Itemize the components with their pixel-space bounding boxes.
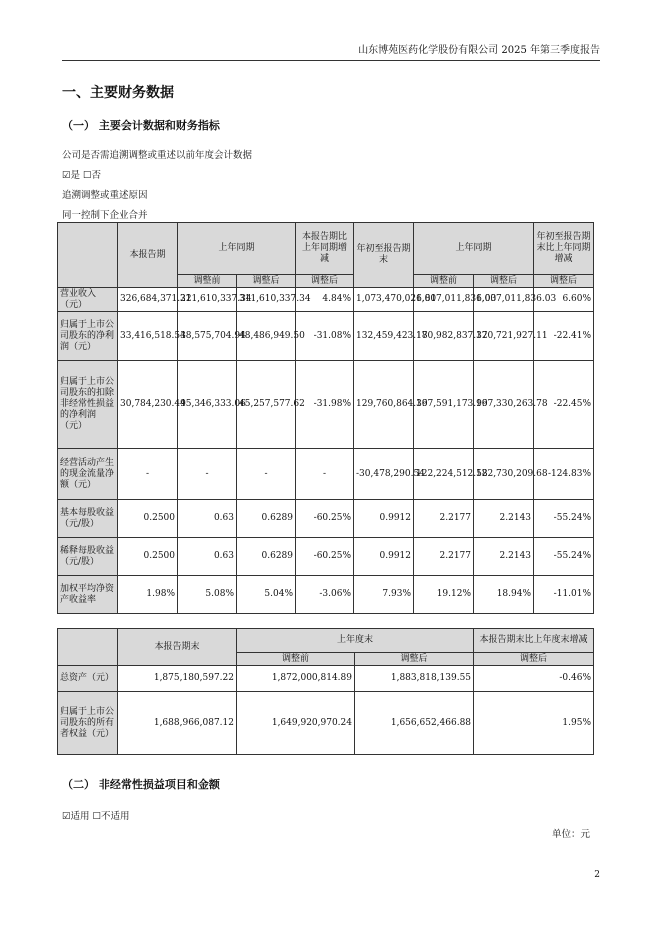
subsection-title-accounting-data: （一） 主要会计数据和财务指标: [62, 119, 220, 132]
cell: 0.9912: [354, 500, 414, 538]
financial-indicators-table: [57, 222, 594, 614]
row-label: 稀释每股收益（元/股）: [58, 538, 118, 576]
table-row: [58, 312, 594, 361]
corner-cell: [58, 629, 118, 666]
cell: 1.95%: [474, 692, 594, 755]
cell: -31.08%: [296, 312, 354, 361]
cell: 2.2177: [414, 538, 474, 576]
cell: -11.01%: [534, 576, 594, 614]
cell: -55.24%: [534, 500, 594, 538]
restatement-question: 公司是否需追溯调整或重述以前年度会计数据: [62, 150, 253, 161]
corner-cell: [58, 223, 118, 288]
cell: 7.93%: [354, 576, 414, 614]
row-label: 加权平均净资产收益率: [58, 576, 118, 614]
cell: 1,875,180,597.22: [118, 666, 237, 692]
restatement-reason: 同一控制下企业合并: [62, 210, 148, 221]
hdr-after: 调整后: [355, 653, 474, 666]
cell: 2.2143: [474, 500, 534, 538]
cell: 0.2500: [118, 500, 178, 538]
hdr-after-yoy: 调整后: [296, 275, 354, 288]
hdr-prev-same: 上年同期: [178, 223, 296, 275]
cell: 1,649,920,970.24: [237, 692, 355, 755]
restatement-reason-label: 追溯调整或重述原因: [62, 190, 148, 201]
cell: -0.46%: [474, 666, 594, 692]
restatement-answer: ☑是 ☐否: [62, 170, 102, 181]
cell: 5.08%: [178, 576, 237, 614]
row-label: 营业收入（元）: [58, 288, 118, 312]
hdr-after-ytd: 调整后: [474, 275, 534, 288]
hdr-ytd-yoy: 年初至报告期末比上年同期增减: [534, 223, 594, 275]
cell: 1,073,470,026.81: [354, 288, 414, 312]
subsection-title-nonrecurring: （二） 非经常性损益项目和金额: [62, 778, 220, 791]
page-number: 2: [594, 870, 600, 880]
cell: 1,656,652,466.88: [355, 692, 474, 755]
cell: 6.60%: [534, 288, 594, 312]
cell: 0.6289: [237, 538, 296, 576]
cell: 326,684,371.22: [118, 288, 178, 312]
cell: 1,883,818,139.55: [355, 666, 474, 692]
table-row: [58, 576, 594, 614]
table-row: [58, 666, 594, 692]
cell: -: [118, 449, 178, 500]
report-title: 山东博苑医药化学股份有限公司 2025 年第三季度报告: [358, 45, 600, 56]
cell: 48,486,949.50: [237, 312, 296, 361]
hdr-after-change: 调整后: [474, 653, 594, 666]
cell: -30,478,290.54: [354, 449, 414, 500]
row-label: 归属于上市公司股东的净利润（元）: [58, 312, 118, 361]
hdr-before: 调整前: [237, 653, 355, 666]
cell: 122,730,209.68: [474, 449, 534, 500]
cell: 5.04%: [237, 576, 296, 614]
cell: 0.63: [178, 538, 237, 576]
cell: 0.63: [178, 500, 237, 538]
cell: 19.12%: [414, 576, 474, 614]
cell: -31.98%: [296, 361, 354, 449]
hdr-yoy: 本报告期比上年同期增减: [296, 223, 354, 275]
hdr-before-ytd: 调整前: [414, 275, 474, 288]
hdr-prev-same-ytd: 上年同期: [414, 223, 534, 275]
page-header: [62, 44, 600, 61]
cell: -22.45%: [534, 361, 594, 449]
cell: -60.25%: [296, 500, 354, 538]
cell: -124.83%: [534, 449, 594, 500]
row-label: 总资产（元）: [58, 666, 118, 692]
section-title-financial-data: 一、主要财务数据: [62, 85, 174, 101]
unit-note: 单位：元: [551, 829, 590, 840]
cell: 18.94%: [474, 576, 534, 614]
cell: 0.9912: [354, 538, 414, 576]
cell: -3.06%: [296, 576, 354, 614]
cell: 167,330,263.78: [474, 361, 534, 449]
table-row: [58, 538, 594, 576]
table-row: [58, 361, 594, 449]
cell: 45,346,333.06: [178, 361, 237, 449]
cell: 170,982,837.32: [414, 312, 474, 361]
row-label: 经营活动产生的现金流量净额（元）: [58, 449, 118, 500]
hdr-change: 本报告期末比上年度末增减: [474, 629, 594, 653]
cell: -22.41%: [534, 312, 594, 361]
cell: 0.2500: [118, 538, 178, 576]
cell: -: [296, 449, 354, 500]
cell: 30,784,230.49: [118, 361, 178, 449]
cell: 122,224,512.58: [414, 449, 474, 500]
cell: 2.2143: [474, 538, 534, 576]
row-label: 基本每股收益（元/股）: [58, 500, 118, 538]
cell: 4.84%: [296, 288, 354, 312]
cell: 170,721,927.11: [474, 312, 534, 361]
cell: 311,610,337.34: [178, 288, 237, 312]
cell: -55.24%: [534, 538, 594, 576]
cell: 311,610,337.34: [237, 288, 296, 312]
hdr-after: 调整后: [237, 275, 296, 288]
cell: 1,007,011,836.03: [474, 288, 534, 312]
table-row: [58, 449, 594, 500]
applicable-checkbox: ☑适用 ☐不适用: [62, 811, 130, 822]
cell: 33,416,518.53: [118, 312, 178, 361]
cell: -: [178, 449, 237, 500]
cell: 45,257,577.62: [237, 361, 296, 449]
table-row: [58, 288, 594, 312]
cell: 1,007,011,836.03: [414, 288, 474, 312]
table-row: [58, 500, 594, 538]
hdr-ytd: 年初至报告期末: [354, 223, 414, 288]
hdr-before: 调整前: [178, 275, 237, 288]
hdr-current: 本报告期: [118, 223, 178, 288]
cell: 167,591,173.99: [414, 361, 474, 449]
cell: 2.2177: [414, 500, 474, 538]
cell: 132,459,423.18: [354, 312, 414, 361]
row-label: 归属于上市公司股东的扣除非经常性损益的净利润（元）: [58, 361, 118, 449]
row-label: 归属于上市公司股东的所有者权益（元）: [58, 692, 118, 755]
hdr-after-ytd-yoy: 调整后: [534, 275, 594, 288]
cell: -60.25%: [296, 538, 354, 576]
cell: 48,575,704.94: [178, 312, 237, 361]
cell: -: [237, 449, 296, 500]
hdr-period-end: 本报告期末: [118, 629, 237, 666]
table-row: [58, 692, 594, 755]
hdr-prev-year-end: 上年度末: [237, 629, 474, 653]
cell: 1,872,000,814.89: [237, 666, 355, 692]
cell: 129,760,864.39: [354, 361, 414, 449]
balance-indicators-table: [57, 628, 594, 755]
cell: 1.98%: [118, 576, 178, 614]
cell: 1,688,966,087.12: [118, 692, 237, 755]
cell: 0.6289: [237, 500, 296, 538]
